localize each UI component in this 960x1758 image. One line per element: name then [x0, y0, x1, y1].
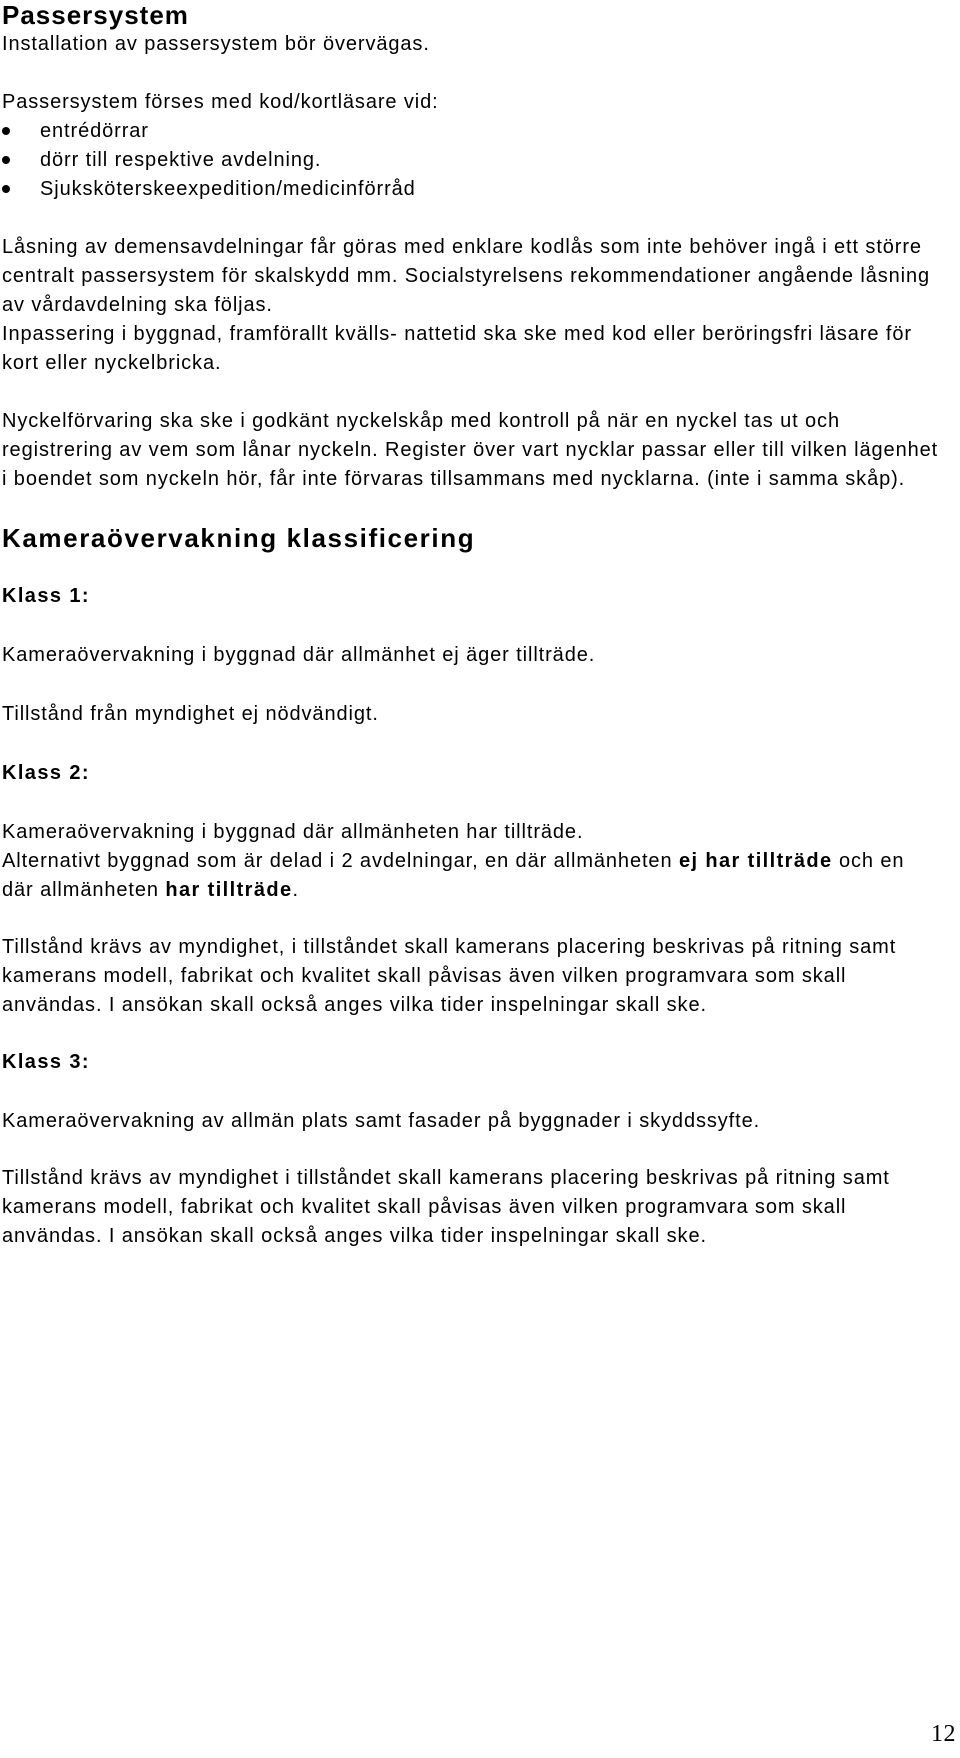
klass2-title: Klass 2: [2, 762, 90, 784]
bullet-icon [2, 185, 10, 193]
heading-passersystem: Passersystem [2, 0, 189, 30]
klass2-paragraph-2 [2, 847, 942, 905]
bullet-list [2, 117, 942, 204]
klass1-paragraph-2: Tillstånd från myndighet ej nödvändigt. [2, 703, 379, 725]
list-intro: Passersystem förses med kod/kortläsare vid: [2, 91, 439, 113]
klass3-paragraph-1: Kameraövervakning av allmän plats samt fasader på byggnader i skyddssyfte. [2, 1110, 761, 1132]
list-item-text: Sjuksköterskeexpedition/medicinförråd [40, 178, 416, 200]
list-item-text: dörr till respektive avdelning. [40, 149, 322, 171]
intro-paragraph: Installation av passersystem bör övervägas. [2, 33, 430, 55]
klass2-bold-text: har tillträde [165, 879, 293, 901]
list-item [2, 175, 942, 204]
bullet-icon [2, 156, 10, 164]
klass2-paragraph-3: Tillstånd krävs av myndighet, i tillståndet skall kamerans placering beskrivas på ritning samt kamerans modell, fabrikat och kvalitet skall påvisas även vilken programvara som skall användas. I ansökan skall också anges vilka tider inspelningar skall ske. [2, 936, 897, 1016]
list-item [2, 117, 942, 146]
klass1-title: Klass 1: [2, 585, 90, 607]
list-item-text: entrédörrar [40, 120, 149, 142]
paragraph-inpassering: Inpassering i byggnad, framförallt kvälls- nattetid ska ske med kod eller beröringsfri läsare för kort eller nyckelbricka. [2, 323, 912, 374]
page-number: 12 [931, 1721, 956, 1747]
klass3-title: Klass 3: [2, 1051, 90, 1073]
klass2-bold-text: ej har tillträde [678, 850, 833, 872]
klass2-text: . [292, 879, 299, 901]
heading-kameraovervakning: Kameraövervakning klassificering [2, 523, 476, 553]
klass1-paragraph-1: Kameraövervakning i byggnad där allmänhet ej äger tillträde. [2, 644, 596, 666]
list-item [2, 146, 942, 175]
bullet-icon [2, 127, 10, 135]
klass2-text: och en där allmänheten [2, 850, 905, 901]
klass3-paragraph-2: Tillstånd krävs av myndighet i tillståndet skall kamerans placering beskrivas på ritning samt kamerans modell, fabrikat och kvalitet skall påvisas även vilken programvara som skall användas. I ansökan skall också anges vilka tider inspelningar skall ske. [2, 1167, 890, 1247]
paragraph-lasning: Låsning av demensavdelningar får göras med enklare kodlås som inte behöver ingå i ett större centralt passersystem för skalskydd mm. Socialstyrelsens rekommendationer angående låsning av vårdavdelning ska följas. [2, 236, 931, 316]
klass2-text: Alternativt byggnad som är delad i 2 avdelningar, en där allmänheten [2, 850, 679, 872]
klass2-paragraph-1: Kameraövervakning i byggnad där allmänheten har tillträde. [2, 821, 584, 843]
paragraph-nyckelforvaring: Nyckelförvaring ska ske i godkänt nyckelskåp med kontroll på när en nyckel tas ut och registrering av vem som lånar nyckeln. Register över vart nycklar passar eller till vilken lägenhet i boendet som nyckeln hör, får inte förvaras tillsammans med nycklarna. (inte i samma skåp). [2, 410, 939, 490]
